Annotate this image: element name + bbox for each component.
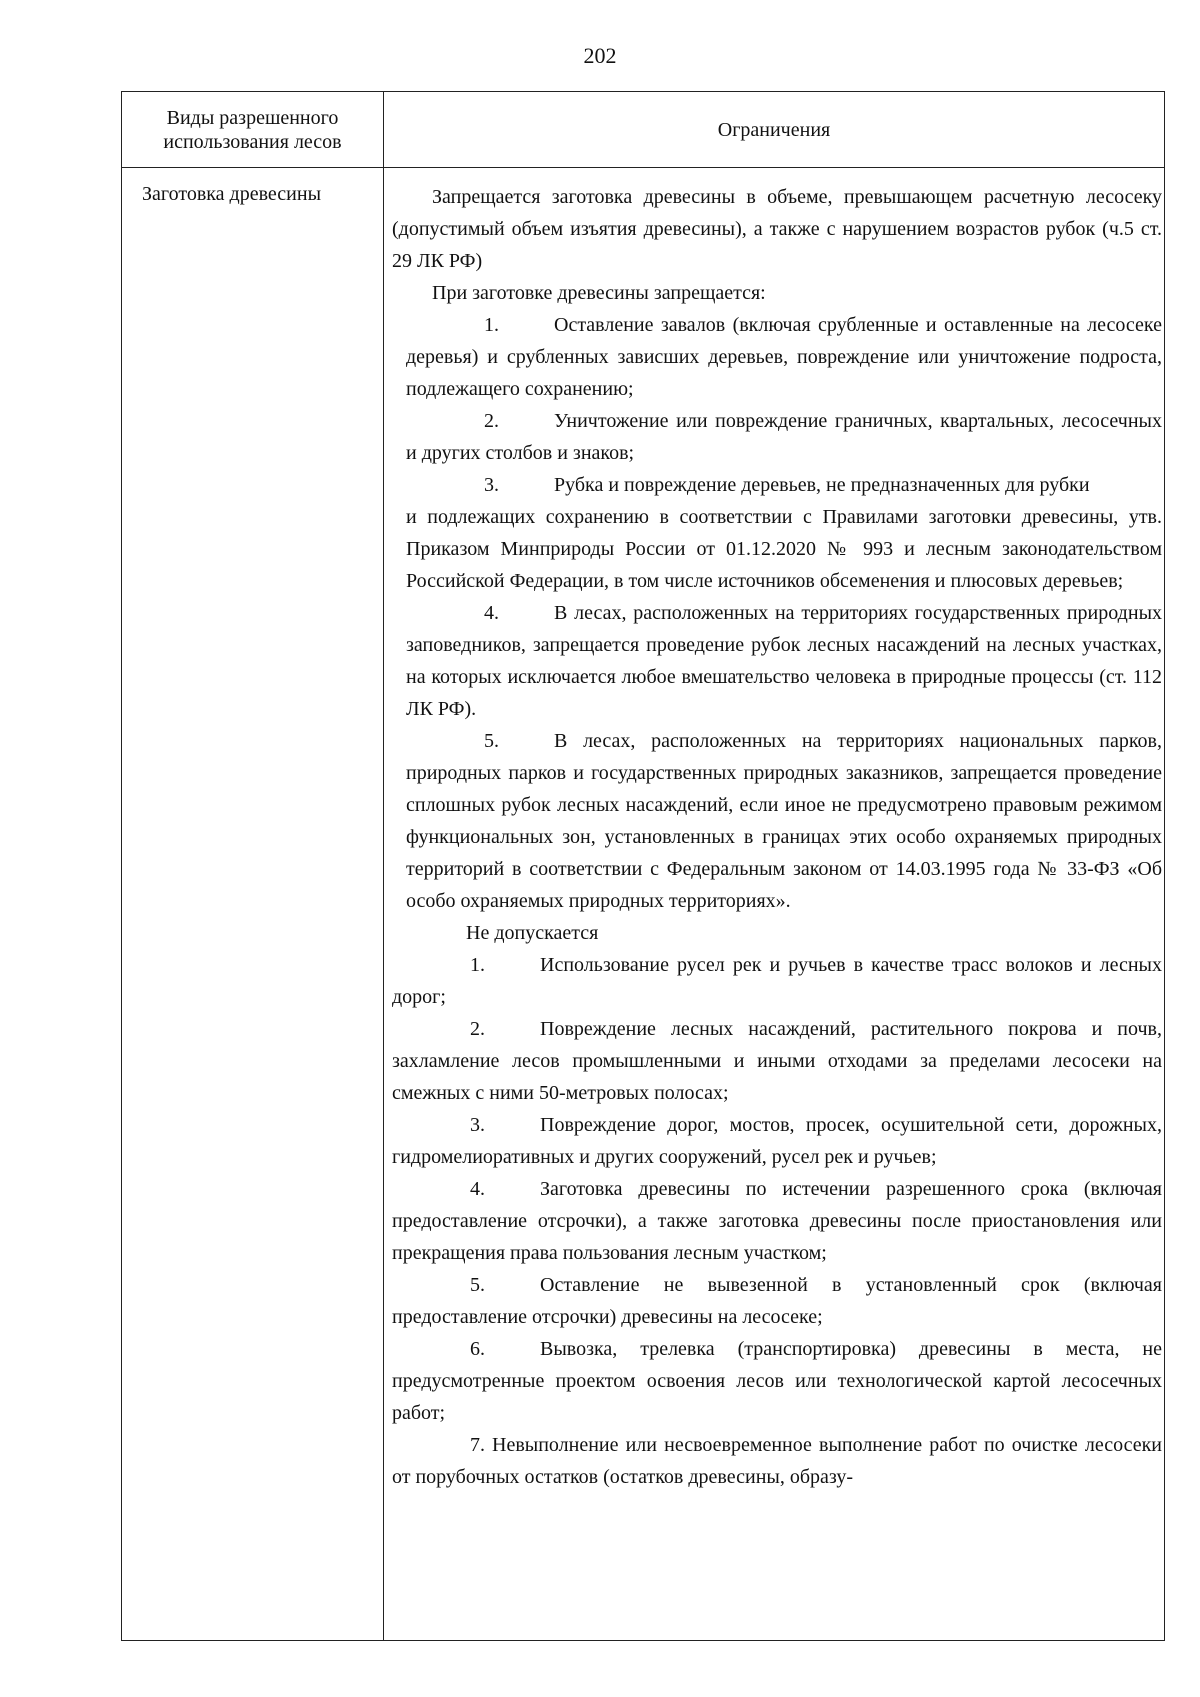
restrictions-cell [392,181,1162,1493]
item-text: Невыполнение или несвоевременное выполнение работ по очистке лесосеки от порубочных остатков (остатков древесины, образу- [392,1434,1162,1488]
item-text: Уничтожение или повреждение граничных, квартальных, лесосечных и других столбов и знаков; [406,410,1162,464]
intro-paragraph: Запрещается заготовка древесины в объеме, превышающем расчетную лесосеку (допустимый объем изъятия древесины), а также с нарушением возрастов рубок (ч.5 ст. 29 ЛК РФ) [392,186,1162,272]
prohibited-item [392,469,1162,501]
restrictions-table [121,91,1165,1641]
prohibited-item [392,309,1162,405]
not-allowed-item [392,1109,1162,1173]
item-text: Повреждение дорог, мостов, просек, осушительной сети, дорожных, гидромелиоративных и других сооружений, русел рек и ручьев; [392,1114,1162,1168]
not-allowed-item [392,1013,1162,1109]
item-text: Вывозка, трелевка (транспортировка) древесины в места, не предусмотренные проектом освоения лесов или технологической картой лесосечных работ; [392,1338,1162,1424]
item-number: 3. [484,474,499,496]
prohibited-item [392,725,1162,917]
not-allowed-item [392,1173,1162,1269]
not-allowed-heading: Не допускается [466,922,599,944]
header-divider [122,167,1164,168]
page-number: 202 [583,43,617,68]
item-number: 5. [470,1274,485,1296]
header-restrictions-label: Ограничения [717,118,831,141]
item-number: 2. [470,1018,485,1040]
item-text: Заготовка древесины по истечении разрешенного срока (включая предоставление отсрочки), а также заготовка древесины после приостановления или прекращения права пользования лесным участком; [392,1178,1162,1264]
item-text: Оставление завалов (включая срубленные и оставленные на лесосеке деревья) и срубленных зависших деревьев, повреждение или уничтожение подроста, подлежащего сохранению; [406,314,1162,400]
not-allowed-item [392,1269,1162,1333]
item-number: 4. [470,1178,485,1200]
not-allowed-item [392,1333,1162,1429]
prohibited-item [392,405,1162,469]
header-usage-types-label: Виды разрешенного использования лесов [163,106,342,153]
not-allowed-item [392,949,1162,1013]
prohibited-item [392,597,1162,725]
item-number: 3. [470,1114,485,1136]
item-text: В лесах, расположенных на территориях государственных природных заповедников, запрещается проведение рубок лесных насаждений на лесных участках, на которых исключается любое вмешательство человека в природные процессы (ст. 112 ЛК РФ). [406,602,1162,720]
item-text: Рубка и повреждение деревьев, не предназначенных для рубки [554,474,1090,496]
header-cell-restrictions [384,92,1164,167]
header-cell-usage-types [122,92,383,167]
item-number: 6. [470,1338,485,1360]
item-text: Оставление не вывезенной в установленный срок (включая предоставление отсрочки) древесины на лесосеке; [392,1274,1162,1328]
column-divider [383,92,384,1640]
usage-type-cell: Заготовка древесины [142,183,322,205]
item-number: 1. [484,314,499,336]
item-text: Использование русел рек и ручьев в качестве трасс волоков и лесных дорог; [392,954,1162,1008]
item-text: Повреждение лесных насаждений, растительного покрова и почв, захламление лесов промышленными и иными отходами за пределами лесосеки на смежных с ними 50-метровых полосах; [392,1018,1162,1104]
item-number: 1. [470,954,485,976]
prohibited-item-continuation: и подлежащих сохранению в соответствии с Правилами заготовки древесины, утв. Приказом Минприроды России от 01.12.2020 № 993 и лесным законодательством Российской Федерации, в том числе источников обсеменения и плюсовых деревьев; [406,506,1162,592]
prohibited-heading: При заготовке древесины запрещается: [432,282,766,304]
item-number: 5. [484,730,499,752]
item-number: 4. [484,602,499,624]
not-allowed-item [392,1429,1162,1493]
item-text: В лесах, расположенных на территориях национальных парков, природных парков и государственных природных заказников, запрещается проведение сплошных рубок лесных насаждений, если иное не предусмотрено правовым режимом функциональных зон, установленных в границах этих особо охраняемых природных территорий в соответствии с Федеральным законом от 14.03.1995 года № 33-ФЗ «Об особо охраняемых природных территориях». [406,730,1162,912]
item-number: 7. [470,1434,485,1456]
item-number: 2. [484,410,499,432]
